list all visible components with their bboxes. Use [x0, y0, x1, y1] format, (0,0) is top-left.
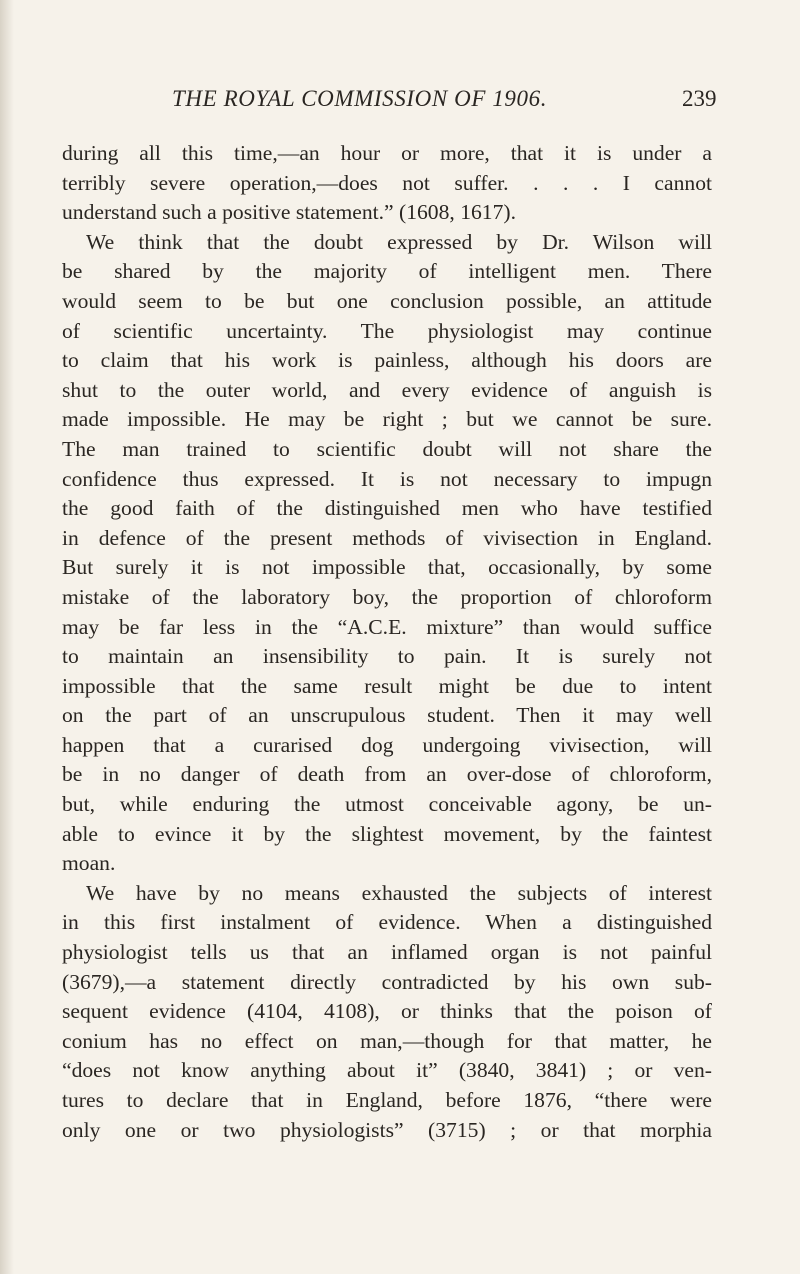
text-line: on the part of an unscrupulous student. Then it may well [62, 703, 712, 728]
text-line: of scientific uncertainty. The physiologist may continue [62, 318, 712, 343]
page-header [0, 86, 800, 116]
text-line: tures to declare that in England, before 1876, “there were [62, 1088, 712, 1112]
text-line: We think that the doubt expressed by Dr. Wilson will [86, 229, 712, 254]
text-line: conium has no effect on man,—though for that matter, he [62, 1028, 712, 1053]
text-line: able to evince it by the slightest movement, by the faintest [62, 821, 712, 846]
text-line: made impossible. He may be right ; but we cannot be sure. [62, 407, 712, 432]
text-line: to maintain an insensibility to pain. It is surely not [62, 644, 712, 669]
text-line: to claim that his work is painless, although his doors are [62, 348, 712, 373]
running-title: THE ROYAL COMMISSION OF 1906. [172, 86, 548, 111]
text-line: mistake of the laboratory boy, the proportion of chloroform [62, 584, 712, 609]
text-line: We have by no means exhausted the subjects of interest [86, 880, 712, 905]
text-line: confidence thus expressed. It is not necessary to impugn [62, 466, 712, 491]
text-line: the good faith of the distinguished men who have testified [62, 496, 712, 521]
body-text [62, 139, 712, 1145]
text-line: in this first instalment of evidence. When a distinguished [62, 910, 712, 935]
text-line: moan. [62, 851, 116, 876]
text-line: be shared by the majority of intelligent men. There [62, 259, 712, 284]
text-line: understand such a positive statement.” (1608, 1617). [62, 200, 516, 225]
page-edge-shadow [0, 0, 14, 1274]
text-line: would seem to be but one conclusion possible, an attitude [62, 288, 712, 313]
text-line: terribly severe operation,—does not suffer. . . . I cannot [62, 170, 712, 195]
text-line: sequent evidence (4104, 4108), or thinks that the poison of [62, 999, 712, 1024]
text-line: during all this time,—an hour or more, that it is under a [62, 141, 712, 165]
text-line: shut to the outer world, and every evidence of anguish is [62, 377, 712, 402]
text-line: happen that a curarised dog undergoing vivisection, will [62, 732, 712, 757]
text-line: “does not know anything about it” (3840, 3841) ; or ven- [62, 1058, 712, 1083]
text-line: in defence of the present methods of vivisection in England. [62, 525, 712, 550]
text-line: only one or two physiologists” (3715) ; or that morphia [62, 1117, 712, 1142]
text-line: may be far less in the “A.C.E. mixture” than would suffice [62, 614, 712, 639]
text-line: The man trained to scientific doubt will not share the [62, 436, 712, 461]
text-line: but, while enduring the utmost conceivable agony, be un- [62, 792, 712, 817]
text-line: impossible that the same result might be due to intent [62, 673, 712, 698]
text-line: But surely it is not impossible that, occasionally, by some [62, 555, 712, 580]
page-number: 239 [682, 86, 717, 111]
text-line: be in no danger of death from an over-dose of chloroform, [62, 762, 712, 787]
text-line: physiologist tells us that an inflamed organ is not painful [62, 940, 712, 965]
text-line: (3679),—a statement directly contradicted by his own sub- [62, 969, 712, 994]
